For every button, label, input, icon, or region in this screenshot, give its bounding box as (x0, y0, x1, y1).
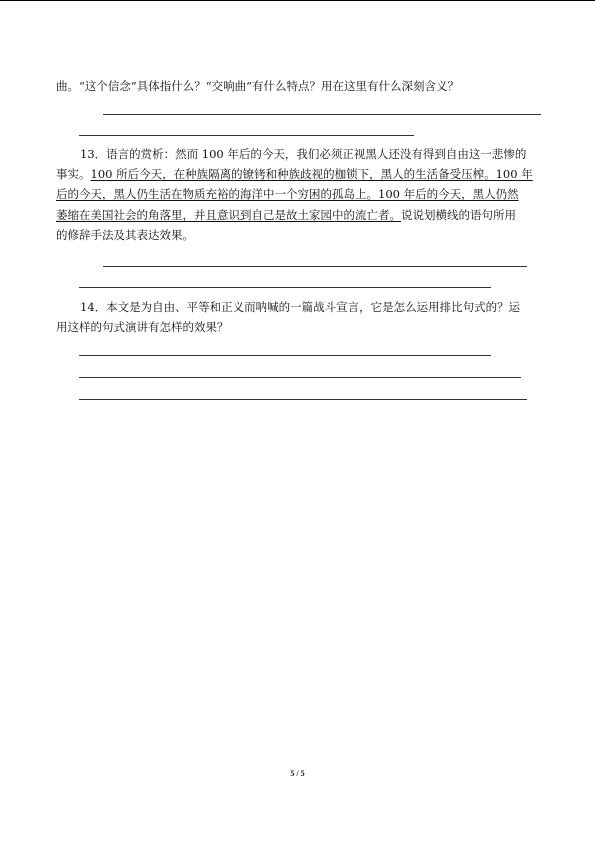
q12-text-line-1: 曲。“这个信念”具体指什么？“交响曲”有什么特点？用在这里有什么深刻含义？ (56, 79, 460, 93)
q13-text-line-3 (56, 187, 519, 201)
q13-underlined-sentence-1: 100 所后今天，在种族隔离的镣铐和种族歧视的枷锁下，黑人的生活备受压榨。100 年 (90, 167, 533, 181)
q13-underlined-sentence-3: 萎缩在美国社会的角落里，并且意识到自己是故土家园中的流亡者。 (56, 208, 401, 222)
q13-underlined-sentence-2: 后的今天，黑人仍生活在物质充裕的海洋中一个穷困的孤岛上。100 年后的今天，黑人仍然 (56, 187, 519, 201)
q14-answer-line-1[interactable] (79, 355, 491, 356)
q14-answer-line-2[interactable] (79, 377, 521, 378)
q13-text-line-5: 的修辞手法及其表达效果。 (56, 228, 194, 242)
q13-answer-line-2[interactable] (79, 287, 491, 288)
page-top-border (0, 0, 595, 1)
q14-text-line-1: 14．本文是为自由、平等和正义而呐喊的一篇战斗宣言，它是怎么运用排比句式的？运 (80, 300, 521, 314)
q13-text-plain: 事实。 (56, 167, 91, 181)
q13-text-line-4 (56, 208, 516, 222)
page-number: 5 / 5 (290, 769, 305, 778)
q13-text-line-2 (56, 167, 533, 181)
q14-answer-line-3[interactable] (79, 399, 527, 400)
q12-answer-line-2[interactable] (79, 135, 414, 136)
q12-answer-line-1[interactable] (103, 114, 541, 115)
q14-text-line-2: 用这样的句式演讲有怎样的效果？ (56, 320, 229, 334)
q13-text-plain-2: 说说划横线的语句所用 (401, 208, 516, 222)
q13-text-line-1: 13．语言的赏析：然而 100 年后的今天，我们必须正视黑人还没有得到自由这一悲惨的 (80, 147, 527, 161)
q13-answer-line-1[interactable] (103, 266, 527, 267)
